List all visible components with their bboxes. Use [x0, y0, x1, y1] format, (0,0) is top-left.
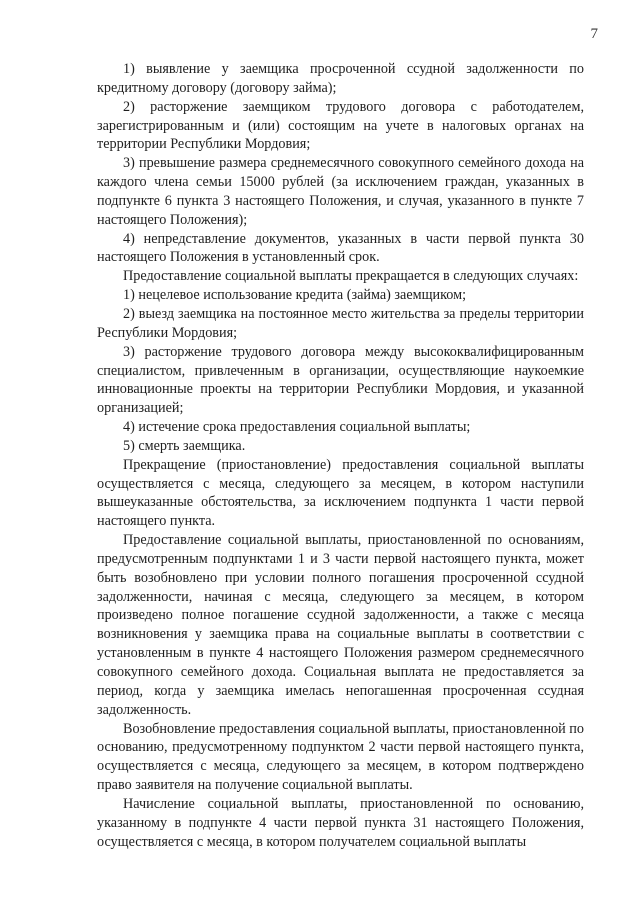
paragraph: 2) расторжение заемщиком трудового договора с работодателем, зарегистрированным и (или) состоящим на учете в налоговых органах на территории Республики Мордовия;	[97, 98, 584, 153]
paragraph: 1) нецелевое использование кредита (займа) заемщиком;	[123, 287, 467, 304]
paragraph: Предоставление социальной выплаты прекращается в следующих случаях:	[123, 268, 579, 285]
paragraph: 4) непредставление документов, указанных в части первой пункта 30 настоящего Положения в установленный срок.	[97, 230, 584, 266]
document-body	[97, 60, 584, 851]
paragraph: 4) истечение срока предоставления социальной выплаты;	[123, 419, 471, 436]
paragraph: Прекращение (приостановление) предоставления социальной выплаты осуществляется с месяца, следующего за месяцем, в котором наступили вышеуказанные обстоятельства, за исключением подпункта 1 части первой настоящего пункта.	[97, 456, 584, 530]
paragraph: 3) превышение размера среднемесячного совокупного семейного дохода на каждого члена семьи 15000 рублей (за исключением граждан, указанных в подпункте 6 пункта 3 настоящего Положения, и случая, указанного в пункте 7 настоящего Положения);	[97, 155, 584, 228]
paragraph: 1) выявление у заемщика просроченной ссудной задолженности по кредитному договору (договору займа);	[97, 61, 584, 96]
paragraph: 3) расторжение трудового договора между высококвалифицированным специалистом, привлеченным в организации, осуществляющие наукоемкие инновационные проекты на территории Республики Мордовия, и указанной организацией;	[97, 343, 584, 417]
paragraph: Возобновление предоставления социальной выплаты, приостановленной по основанию, предусмотренному подпунктом 2 части первой настоящего пункта, осуществляется с месяца, следующего за месяцем, в котором подтверждено право заявителя на получение социальной выплаты.	[97, 720, 584, 794]
paragraph: Предоставление социальной выплаты, приостановленной по основаниям, предусмотренным подпунктами 1 и 3 части первой настоящего пункта, может быть возобновлено при условии полного погашения просроченной ссудной задолженности, начиная с месяца, следующего за месяцем, в котором произведено полное погашение ссудной задолженности, а также с месяца возникновения у заемщика права на социальные выплаты в соответствии с установленным в пункте 4 настоящего Положения размером среднемесячного совокупного семейного дохода. Социальная выплата не предоставляется за период, когда у заемщика имелась непогашенная просроченная ссудная задолженность.	[97, 532, 584, 718]
paragraph: 5) смерть заемщика.	[123, 437, 246, 454]
paragraph: 2) выезд заемщика на постоянное место жительства за пределы территории Республики Мордовия;	[97, 305, 584, 341]
page-number: 7	[590, 26, 598, 42]
paragraph: Начисление социальной выплаты, приостановленной по основанию, указанному в подпункте 4 части первой пункта 31 настоящего Положения, осуществляется с месяца, в котором получателем социальной выплаты	[97, 795, 584, 850]
